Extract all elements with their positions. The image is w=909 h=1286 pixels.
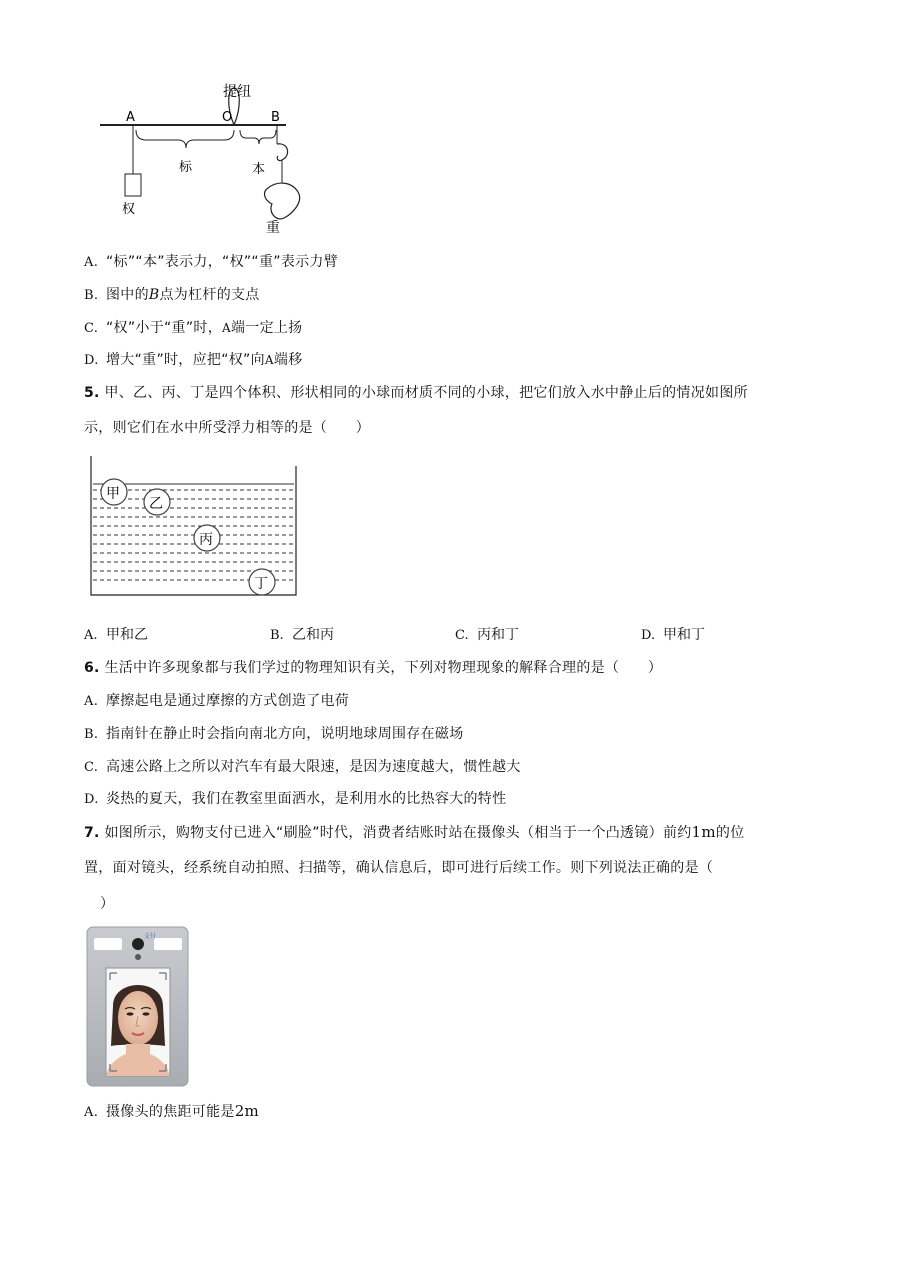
label-ben: 本 [252,162,266,177]
label-zhong: 重 [266,220,280,236]
q6-option-b[interactable]: B. 指南针在静止时会指向南北方向，说明地球周围存在磁场 [84,726,464,742]
label-b: B [271,110,280,125]
q7-stem-line2: 置，面对镜头，经系统自动拍照、扫描等，确认信息后，即可进行后续工作。则下列说法正确的是（ [84,860,714,876]
label-biao: 标 [179,160,193,175]
label-a: A [126,110,135,125]
q4-option-d[interactable]: D. 增大“重”时，应把“权”向A端移 [84,352,303,368]
q5-option-c[interactable]: C. 丙和丁 [455,627,519,643]
q7-stem-line1: 7. 如图所示，购物支付已进入“刷脸”时代，消费者结账时站在摄像头（相当于一个凸透镜）前约1m的位 [84,823,745,841]
ball-jia-label: 甲 [106,486,120,502]
device-brand-text: 支付 [144,933,157,940]
q5-option-d[interactable]: D. 甲和丁 [641,627,705,643]
water-tank-figure [88,454,300,600]
q5-stem-line1: 5. 甲、乙、丙、丁是四个体积、形状相同的小球而材质不同的小球，把它们放入水中静止后的情况如图所 [84,385,748,401]
q6-option-d[interactable]: D. 炎热的夏天，我们在教室里面洒水，是利用水的比热容大的特性 [84,791,507,807]
q5-option-a[interactable]: A. 甲和乙 [84,627,148,643]
q4-option-c[interactable]: C. “权”小于“重”时，A端一定上扬 [84,320,303,336]
camera-lens-icon [132,938,144,950]
ball-bing-label: 丙 [199,532,213,548]
face-payment-device-image [86,926,190,1088]
q7-option-a[interactable]: A. 摄像头的焦距可能是2m [84,1102,260,1120]
label-o: O [222,110,233,125]
q5-option-b[interactable]: B. 乙和丙 [270,627,334,643]
ball-ding-label: 丁 [254,576,268,592]
q6-stem: 6. 生活中许多现象都与我们学过的物理知识有关，下列对物理现象的解释合理的是（ ） [84,660,663,676]
label-quan: 权 [122,202,136,217]
q7-stem-line3: ） [100,896,115,912]
q6-option-a[interactable]: A. 摩擦起电是通过摩擦的方式创造了电荷 [84,693,350,709]
q4-option-a[interactable]: A. “标”“本”表示力，“权”“重”表示力臂 [84,254,339,270]
label-ti-niu: 提纽 [223,84,251,100]
q4-option-b[interactable]: B. 图中的B点为杠杆的支点 [84,287,260,303]
ball-yi-label: 乙 [149,496,163,512]
q5-stem-line2: 示，则它们在水中所受浮力相等的是（ ） [84,420,370,436]
lever-figure [96,76,306,238]
q6-option-c[interactable]: C. 高速公路上之所以对汽车有最大限速，是因为速度越大，惯性越大 [84,759,521,775]
